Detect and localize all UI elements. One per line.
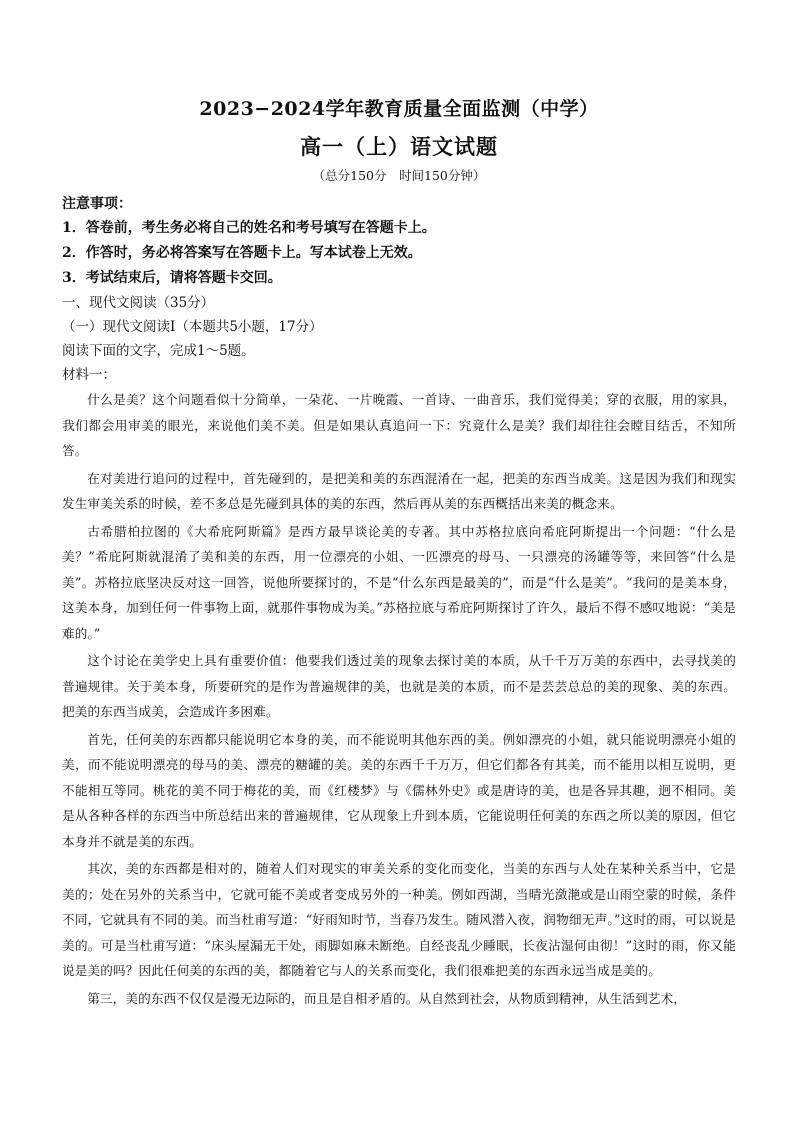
part-heading: 一、现代文阅读（35分） [62,295,215,311]
notice-item: 2．作答时，务必将答案写在答题卡上。写本试卷上无效。 [62,245,422,261]
exam-info: （总分150分 时间150分钟） [312,168,486,183]
notice-item: 3．考试结束后，请将答题卡交回。 [62,270,282,286]
paragraph: 这个讨论在美学史上具有重要价值：他要我们透过美的现象去探讨美的本质，从千千万万美的东西中，去寻找美的普遍规律。关于美本身，所要研究的是作为普遍规律的美，也就是美的本质，而不是芸芸总总的美的现象、美的东西。把美的东西当成美，会造成许多困难。 [62,653,736,719]
paragraph: 第三，美的东西不仅仅是漫无边际的，而且是自相矛盾的。从自然到社会，从物质到精神，从生活到艺术， [87,990,687,1006]
paragraph: 在对美进行追问的过程中，首先碰到的，是把美和美的东西混淆在一起，把美的东西当成美。这是因为我们和现实发生审美关系的时候，差不多总是先碰到具体的美的东西，然后再从美的东西概括出来美的概念来。 [62,470,736,511]
paragraph: 古希腊柏拉图的《大希庇阿斯篇》是西方最早谈论美的专著。其中苏格拉底向希庇阿斯提出一个问题：“什么是美？”希庇阿斯就混淆了美和美的东西，用一位漂亮的小姐、一匹漂亮的母马、一只漂亮的汤罐等等，来回答“什么是美”。苏格拉底坚决反对这一回答，说他所要探讨的，不是“什么东西是最美的”，而是“什么是美”。“我问的是美本身，这美本身，加到任何一件事物上面，就那件事物成为美。”苏格拉底与希庇阿斯探讨了许久，最后不得不感叹地说：“美是难的。” [62,523,736,641]
paragraph: 什么是美？这个问题看似十分简单，一朵花、一片晚霞、一首诗、一曲音乐，我们觉得美；穿的衣服，用的家具，我们都会用审美的眼光，来说他们美不美。但是如果认真追问一下：究竟什么是美？我们却往往会瞠目结舌，不知所答。 [62,392,736,458]
material-label: 材料一： [62,367,116,383]
paragraph: 其次，美的东西都是相对的，随着人们对现实的审美关系的变化而变化，当美的东西与人处在某种关系当中，它是美的；处在另外的关系当中，它就可能不美或者变成另外的一种美。例如西湖，当晴光潋滟或是山雨空蒙的时候，条件不同，它就具有不同的美。而当杜甫写道：“好雨知时节，当春乃发生。随风潜入夜，润物细无声。”这时的雨，可以说是美的。可是当杜甫写道：“床头屋漏无干处，雨脚如麻未断绝。自经丧乱少睡眠，长夜沾湿何由彻！”这时的雨，你又能说是美的吗？因此任何美的东西的美，都随着它与人的关系而变化，我们很难把美的东西永远当成是美的。 [62,861,736,978]
subsection-heading: （一）现代文阅读Ⅰ（本题共5小题，17分） [62,319,323,335]
exam-title: 2023−2024学年教育质量全面监测（中学） [199,98,599,120]
exam-subtitle: 高一（上）语文试题 [300,134,498,159]
paragraph: 首先，任何美的东西都只能说明它本身的美，而不能说明其他东西的美。例如漂亮的小姐，就只能说明漂亮小姐的美，而不能说明漂亮的母马的美、漂亮的糖罐的美。美的东西千千万万，但它们都各有其美，而不能用以相互说明，更不能相互等同。桃花的美不同于梅花的美，而《红楼梦》与《儒林外史》或是唐诗的美，也是各异其趣，迥不相同。美是从各种各样的东西当中所总结出来的普遍规律，它从现象上升到本质，它能说明任何美的东西之所以美的原因，但它本身并不就是美的东西。 [62,731,736,849]
notice-item: 1．答卷前，考生务必将自己的姓名和考号填写在答题卡上。 [62,220,436,236]
notice-heading: 注意事项： [62,196,132,212]
reading-instruction: 阅读下面的文字，完成1～5题。 [62,343,255,359]
